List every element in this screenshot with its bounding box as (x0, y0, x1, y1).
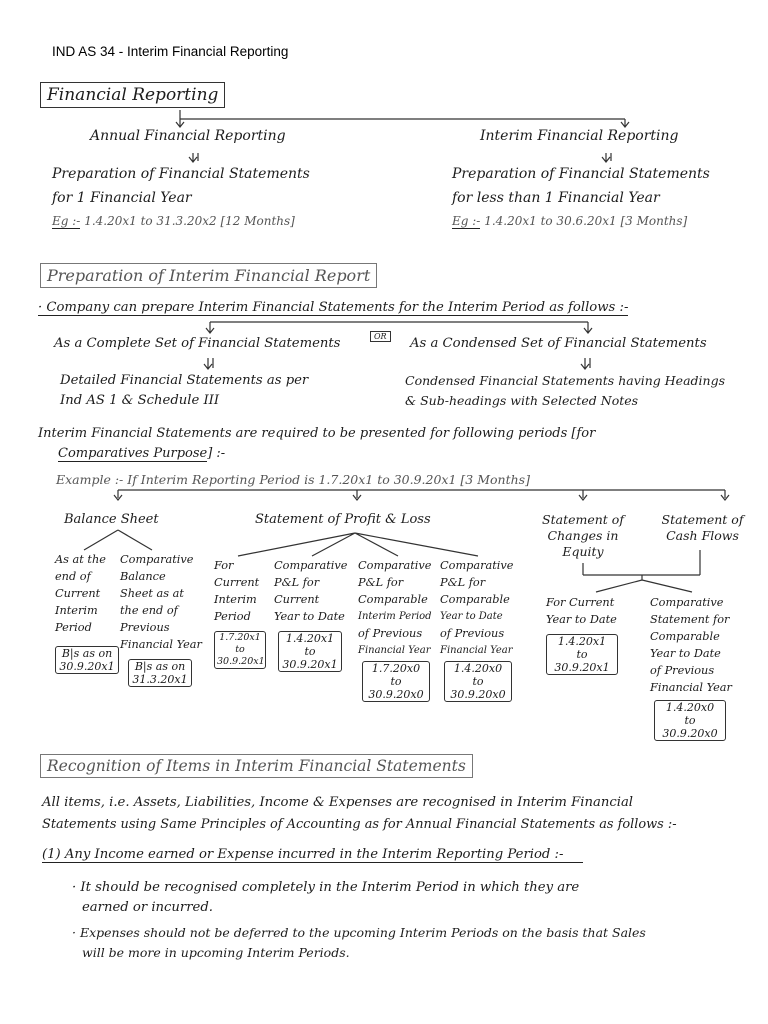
bs-current-line: Period (55, 621, 92, 634)
box-line: to (684, 714, 696, 727)
pl-line: Comparable (358, 593, 428, 606)
document-title: IND AS 34 - Interim Financial Reporting (52, 44, 289, 59)
profit-loss-title: Statement of Profit & Loss (255, 512, 431, 527)
pl-line: P&L for (274, 576, 320, 589)
condensed-desc-line1: Condensed Financial Statements having Headings (405, 373, 726, 388)
box-line: 1.4.20x1 (557, 635, 607, 648)
pl-current-date-box (214, 631, 266, 669)
ce-comparative-column (650, 594, 732, 741)
pl-line: Comparative (358, 559, 432, 572)
periods-line2-tail: ] :- (207, 446, 226, 461)
recognition-para-line1: All items, i.e. Assets, Liabilities, Income & Expenses are recognised in Interim Financial (42, 795, 634, 810)
box-line: 30.9.20x1 (217, 656, 265, 667)
balance-sheet-title: Balance Sheet (64, 512, 159, 527)
box-line: 30.9.20x1 (282, 658, 338, 671)
bullet-2-line2: will be more in upcoming Interim Periods. (82, 945, 350, 960)
pl-line: Year to Date (274, 610, 345, 623)
bs-comparative-line: Previous (120, 621, 170, 634)
or-badge: OR (370, 331, 391, 342)
bs-current-line: end of (55, 570, 91, 583)
ce-line: Comparable (650, 630, 720, 643)
recognition-para-line2: Statements using Same Principles of Accounting as for Annual Financial Statements as follows :- (42, 817, 677, 832)
pl-line: Current (274, 593, 320, 606)
section-heading-recognition: Recognition of Items in Interim Financial Statements (40, 754, 473, 778)
box-line: to (390, 675, 402, 688)
interim-desc-line2: for less than 1 Financial Year (452, 190, 660, 206)
condensed-set-label: As a Condensed Set of Financial Statements (410, 336, 707, 351)
pl-line: Comparative (274, 559, 348, 572)
bullet-2-line1: · Expenses should not be deferred to the upcoming Interim Periods on the basis that Sales (72, 925, 646, 940)
box-line: to (304, 645, 316, 658)
pl-line: Interim (214, 593, 257, 606)
interim-eg-label: Eg :- (452, 214, 481, 228)
ce-line: Statement for (650, 613, 730, 626)
pl-line: of Previous (358, 627, 423, 640)
box-line: 30.9.20x0 (368, 688, 424, 701)
comparatives-purpose: Comparatives Purpose (58, 446, 208, 461)
bs-current-line: Interim (55, 604, 98, 617)
soce-title-line3: Equity (562, 544, 604, 559)
box-line: to (235, 644, 245, 655)
ce-comparative-date-box (654, 700, 726, 741)
pl-line: Financial Year (358, 645, 431, 656)
detailed-desc-line1: Detailed Financial Statements as per (60, 373, 309, 388)
soce-title-line2: Changes in (547, 528, 619, 543)
ce-line: of Previous (650, 664, 715, 677)
bs-comparative-date-box (128, 659, 192, 687)
bs-current-date-box (55, 646, 119, 674)
box-line: 1.4.20x1 (285, 632, 335, 645)
box-line: 30.9.20x0 (662, 727, 718, 740)
box-line: 30.9.20x1 (59, 660, 115, 673)
pl-ytd-column (274, 557, 347, 672)
box-line: to (472, 675, 484, 688)
pl-line: Year to Date (440, 611, 503, 622)
bs-comparative-line: Balance (120, 570, 166, 583)
section-heading-financial-reporting: Financial Reporting (40, 82, 225, 108)
interim-desc-line1: Preparation of Financial Statements (452, 166, 710, 182)
periods-line1: Interim Financial Statements are required to be presented for following periods [for (38, 426, 596, 441)
socf-title-line1: Statement of (661, 512, 744, 527)
socf-title-line2: Cash Flows (666, 528, 739, 543)
condensed-desc-line2: & Sub-headings with Selected Notes (405, 393, 639, 408)
annual-eg-label: Eg :- (52, 214, 81, 228)
pl-line: Current (214, 576, 260, 589)
detailed-desc-line2: Ind AS 1 & Schedule III (60, 393, 220, 408)
pl-line: of Previous (440, 627, 505, 640)
box-line: 31.3.20x1 (132, 673, 188, 686)
annual-desc-line1: Preparation of Financial Statements (52, 166, 310, 182)
periods-line2 (58, 446, 225, 461)
bs-comparative-line: Sheet as at (120, 587, 184, 600)
pl-prev-interim-column (358, 557, 432, 702)
pl-prev-interim-date-box (362, 661, 430, 702)
ce-current-ytd-column (546, 594, 618, 675)
point-1: (1) Any Income earned or Expense incurred in the Interim Reporting Period :- (42, 847, 583, 863)
example-line: Example :- If Interim Reporting Period is 1.7.20x1 to 30.9.20x1 [3 Months] (56, 472, 530, 487)
pl-line: Period (214, 610, 251, 623)
box-line: to (576, 648, 588, 661)
box-line: B|s as on (134, 660, 186, 673)
bs-current-line: As at the (55, 553, 106, 566)
interim-eg-text: 1.4.20x1 to 30.6.20x1 [3 Months] (484, 214, 688, 228)
annual-example (52, 214, 295, 228)
socf-title (650, 512, 755, 544)
pl-line: P&L for (440, 576, 486, 589)
pl-current-period-column (214, 557, 266, 669)
ce-line: For Current (546, 596, 615, 609)
box-line: 1.7.20x1 (219, 632, 261, 643)
ce-line: Financial Year (650, 681, 732, 694)
pl-line: Financial Year (440, 645, 513, 656)
pl-line: For (214, 559, 234, 572)
box-line: B|s as on (61, 647, 113, 660)
soce-title-line1: Statement of (542, 512, 624, 527)
ce-line: Year to Date (650, 647, 721, 660)
annual-eg-text: 1.4.20x1 to 31.3.20x2 [12 Months] (84, 214, 295, 228)
box-line: 1.4.20x0 (665, 701, 715, 714)
pl-line: Comparable (440, 593, 510, 606)
pl-prev-ytd-date-box (444, 661, 512, 702)
bs-current-line: Current (55, 587, 101, 600)
interim-reporting-title: Interim Financial Reporting (480, 128, 679, 144)
bs-current-column (55, 551, 119, 674)
ce-line: Year to Date (546, 613, 617, 626)
box-line: 30.9.20x1 (554, 661, 610, 674)
pl-line: P&L for (358, 576, 404, 589)
box-line: 1.4.20x0 (453, 662, 503, 675)
pl-line: Comparative (440, 559, 514, 572)
bullet-1-line1: · It should be recognised completely in the Interim Period in which they are (72, 880, 580, 895)
box-line: 30.9.20x0 (450, 688, 506, 701)
interim-example (452, 214, 687, 228)
annual-reporting-title: Annual Financial Reporting (90, 128, 286, 144)
bs-comparative-column (120, 551, 202, 687)
bs-comparative-line: the end of (120, 604, 178, 617)
bullet-1-line2: earned or incurred. (82, 900, 213, 915)
soce-title (528, 512, 638, 560)
pl-ytd-date-box (278, 631, 342, 672)
prepare-intro: · Company can prepare Interim Financial Statements for the Interim Period as follows :- (38, 300, 629, 315)
section-heading-preparation: Preparation of Interim Financial Report (40, 263, 377, 288)
pl-prev-ytd-column (440, 557, 513, 702)
bs-comparative-line: Comparative (120, 553, 194, 566)
ce-line: Comparative (650, 596, 724, 609)
bs-comparative-line: Financial Year (120, 638, 202, 651)
pl-line: Interim Period (358, 611, 432, 622)
box-line: 1.7.20x0 (371, 662, 421, 675)
annual-desc-line2: for 1 Financial Year (52, 190, 192, 206)
ce-current-date-box (546, 634, 618, 675)
complete-set-label: As a Complete Set of Financial Statements (54, 336, 341, 351)
